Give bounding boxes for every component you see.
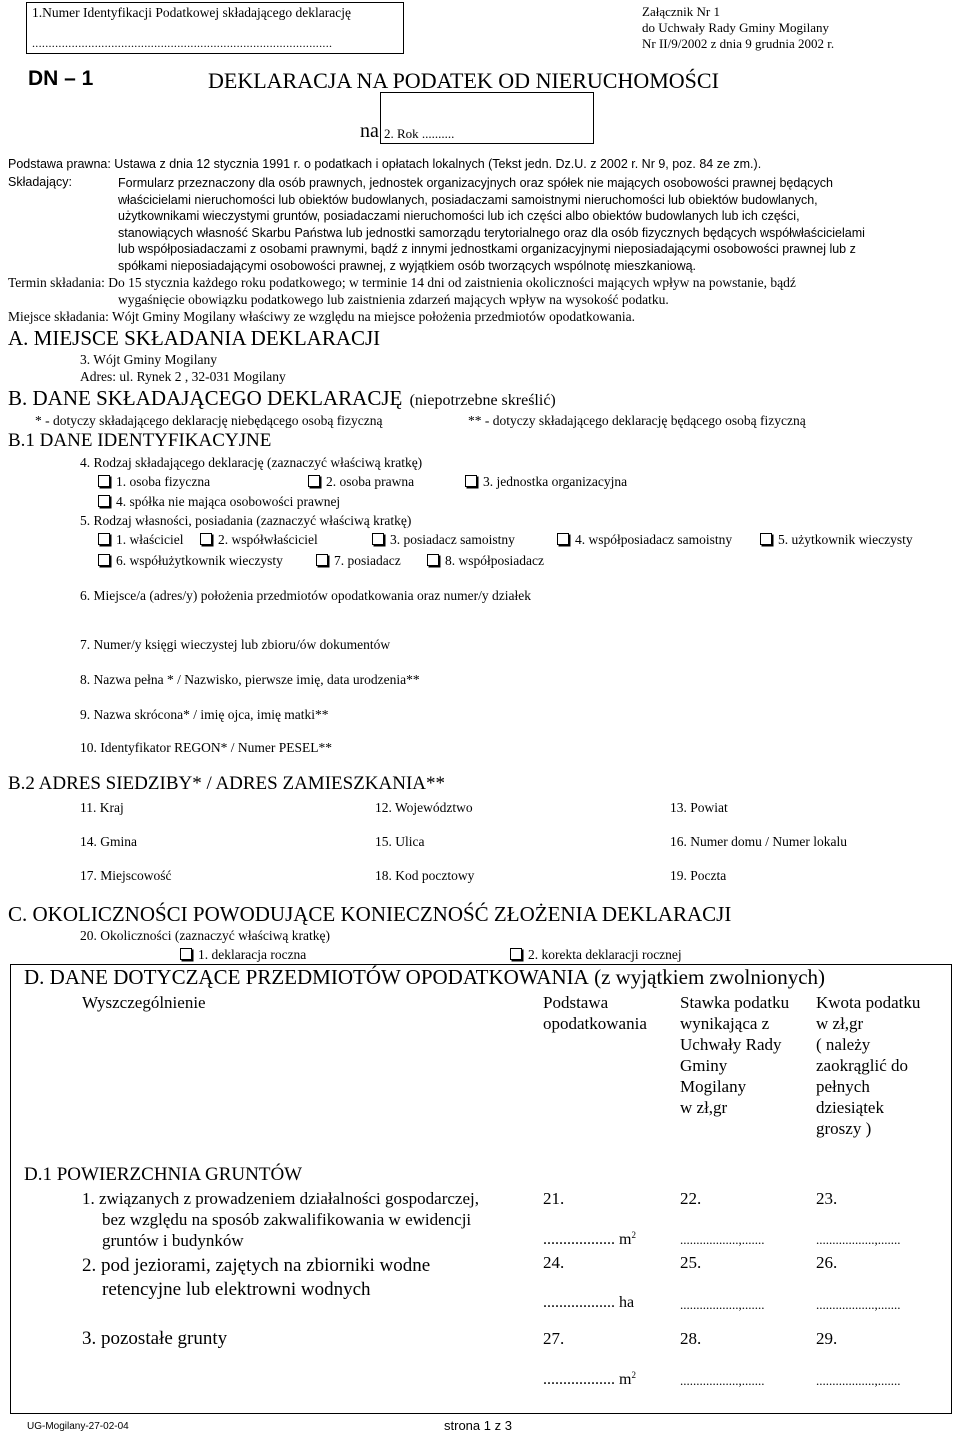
field-9-label[interactable]: 9. Nazwa skrócona* / imię ojca, imię matki** <box>80 707 329 722</box>
checkbox[interactable] <box>557 533 569 545</box>
option-label: 4. współposiadacz samoistny <box>575 532 733 547</box>
section-d-heading: D. DANE DOTYCZĄCE PRZEDMIOTÓW OPODATKOWANIA <box>24 965 589 989</box>
d1-title: D.1 POWIERZCHNIA GRUNTÓW <box>24 1164 303 1185</box>
composer-line: stanowiących własność Skarbu Państwa lub jednostki samorządu terytorialnego oraz dla osób fizycznych będących współwłaścicielami <box>118 225 865 240</box>
option-label: 5. użytkownik wieczysty <box>778 532 913 547</box>
section-b-note: (niepotrzebne skreślić) <box>409 392 556 409</box>
field-29-number: 29. <box>816 1329 838 1348</box>
field-5-option-3[interactable] <box>372 532 515 548</box>
desc-line: 3. pozostałe grunty <box>82 1328 228 1349</box>
b2-field-19[interactable]: 19. Poczta <box>670 868 727 883</box>
section-b-title <box>8 386 556 411</box>
option-label: 2. korekta deklaracji rocznej <box>528 947 682 962</box>
annex-note <box>642 4 834 52</box>
col-header-amount-line: ( należy <box>816 1035 871 1054</box>
field-20-option-1[interactable] <box>180 947 306 963</box>
option-label: 4. spółka nie mająca osobowości prawnej <box>116 494 341 509</box>
nip-label: 1.Numer Identyfikacji Podatkowej składającego deklarację <box>32 5 351 20</box>
field-23-value[interactable]: ..................,....... <box>816 1232 901 1247</box>
place-line: Miejsce składania: Wójt Gminy Mogilany właściwy ze względu na miejsce położenia przedmiotów opodatkowania. <box>8 309 635 324</box>
b2-field-12[interactable]: 12. Województwo <box>375 800 473 815</box>
b2-field-14[interactable]: 14. Gmina <box>80 834 137 849</box>
field-24-value[interactable] <box>543 1294 634 1312</box>
field-25-value[interactable]: ..................,....... <box>680 1297 765 1312</box>
composer-label: Składający: <box>8 175 72 189</box>
field-24-number: 24. <box>543 1253 565 1272</box>
checkbox[interactable] <box>98 533 110 545</box>
field-23-number: 23. <box>816 1189 838 1208</box>
desc-line: retencyjne lub elektrowni wodnych <box>102 1279 371 1300</box>
field-20-label: 20. Okoliczności (zaznaczyć właściwą kratkę) <box>80 928 331 943</box>
desc-line: bez względu na sposób zakwalifikowania w ewidencji <box>102 1210 472 1229</box>
field-5-option-5[interactable] <box>760 532 913 548</box>
d-row-3-desc <box>82 1328 227 1350</box>
desc-line: gruntów i budynków <box>102 1231 244 1250</box>
option-label: 1. deklaracja roczna <box>198 947 307 962</box>
footer-page-number: strona 1 z 3 <box>444 1418 512 1433</box>
checkbox[interactable] <box>308 475 320 487</box>
deadline-line-1: Termin składania: Do 15 stycznia każdego roku podatkowego; w terminie 14 dni od zaistnienia okoliczności mających wpływ na powstanie, bądź <box>8 275 796 290</box>
checkbox[interactable] <box>200 533 212 545</box>
form-title: DEKLARACJA NA PODATEK OD NIERUCHOMOŚCI <box>208 68 719 93</box>
composer-line: lub współposiadaczami z osobami prawnymi, bądź z innymi jednostkami organizacyjnymi nieposiadającymi osobowości prawnej lub z <box>118 242 856 256</box>
checkbox[interactable] <box>98 495 110 507</box>
composer-line: spółkami nieposiadającymi osobowości prawnej, z wyjątkiem osób tworzących wspólnotę mieszkaniową. <box>118 258 697 273</box>
col-header-amount-line: pełnych <box>816 1077 870 1096</box>
checkbox[interactable] <box>510 948 522 960</box>
col-header-rate-line: wynikająca z <box>680 1014 770 1033</box>
b2-field-13[interactable]: 13. Powiat <box>670 800 728 815</box>
field-28-value[interactable]: ..................,....... <box>680 1373 765 1388</box>
col-header-amount-line: Kwota podatku <box>816 993 921 1012</box>
field-5-option-7[interactable] <box>316 553 401 569</box>
base-value: .................. m <box>543 1231 632 1248</box>
field-26-value[interactable]: ..................,....... <box>816 1297 901 1312</box>
option-label: 3. jednostka organizacyjna <box>483 474 628 489</box>
year-field[interactable]: 2. Rok .......... <box>384 126 455 141</box>
field-10-label[interactable]: 10. Identyfikator REGON* / Numer PESEL** <box>80 740 332 755</box>
field-4-option-1[interactable] <box>98 474 210 490</box>
col-header-base-line: opodatkowania <box>543 1014 647 1033</box>
annex-line-1: Załącznik Nr 1 <box>642 4 720 19</box>
option-label: 6. współużytkownik wieczysty <box>116 553 283 568</box>
note-legal-person: * - dotyczy składającego deklarację niebędącego osobą fizyczną <box>35 413 383 428</box>
field-5-option-4[interactable] <box>557 532 732 548</box>
deadline-line-2: wygaśnięcie obowiązku podatkowego lub zaistnienia zdarzeń mających wpływ na wysokość podatku. <box>118 292 669 307</box>
option-label: 2. osoba prawna <box>326 474 415 489</box>
note-natural-person: ** - dotyczy składającego deklarację będącego osobą fizyczną <box>468 413 806 428</box>
na-label: na <box>360 120 379 142</box>
base-value: .................. m <box>543 1371 632 1388</box>
field-5-label: 5. Rodzaj własności, posiadania (zaznaczyć właściwą kratkę) <box>80 513 412 528</box>
col-header-amount <box>816 992 920 1139</box>
field-21-number: 21. <box>543 1189 565 1208</box>
field-27-number: 27. <box>543 1329 565 1348</box>
col-header-amount-line: groszy ) <box>816 1119 872 1138</box>
checkbox[interactable] <box>760 533 772 545</box>
option-label: 2. współwłaściciel <box>218 532 318 547</box>
unit-exponent: 2 <box>631 1370 636 1380</box>
section-d-title <box>24 965 825 990</box>
annex-line-2: do Uchwały Rady Gminy Mogilany <box>642 20 830 35</box>
checkbox[interactable] <box>372 533 384 545</box>
col-header-amount-line: dziesiątek <box>816 1098 884 1117</box>
checkbox[interactable] <box>465 475 477 487</box>
field-8-label[interactable]: 8. Nazwa pełna * / Nazwisko, pierwsze imię, data urodzenia** <box>80 672 420 687</box>
b2-field-17[interactable]: 17. Miejscowość <box>80 868 172 883</box>
base-value: .................. ha <box>543 1294 635 1311</box>
section-d-note: (z wyjątkiem zwolnionych) <box>594 965 826 989</box>
b2-field-15[interactable]: 15. Ulica <box>375 834 425 849</box>
field-4-option-2[interactable] <box>308 474 414 490</box>
section-b-heading: B. DANE SKŁADAJĄCEGO DEKLARACJĘ <box>8 386 403 410</box>
field-21-value[interactable] <box>543 1230 636 1249</box>
b2-field-18[interactable]: 18. Kod pocztowy <box>375 868 475 883</box>
desc-line: 2. pod jeziorami, zajętych na zbiorniki wodne <box>82 1255 431 1276</box>
b2-field-11[interactable]: 11. Kraj <box>80 800 124 815</box>
checkbox[interactable] <box>180 948 192 960</box>
checkbox[interactable] <box>98 475 110 487</box>
col-header-base <box>543 992 647 1034</box>
field-4-option-3[interactable] <box>465 474 627 490</box>
col-header-rate-line: w zł,gr <box>680 1098 728 1117</box>
col-header-rate-line: Mogilany <box>680 1077 747 1096</box>
checkbox[interactable] <box>427 554 439 566</box>
section-a-title: A. MIEJSCE SKŁADANIA DEKLARACJI <box>8 326 381 350</box>
checkbox[interactable] <box>98 554 110 566</box>
option-label: 7. posiadacz <box>334 553 401 568</box>
option-label: 1. osoba fizyczna <box>116 474 211 489</box>
option-label: 8. współposiadacz <box>445 553 544 568</box>
annex-line-3: Nr II/9/2002 z dnia 9 grudnia 2002 r. <box>642 36 835 51</box>
field-3: 3. Wójt Gminy Mogilany <box>80 352 217 367</box>
col-header-rate <box>680 992 789 1118</box>
composer-line: Formularz przeznaczony dla osób prawnych, jednostek organizacyjnych oraz spółek nie mających osobowości prawnej będących <box>118 176 833 190</box>
composer-text <box>118 175 958 274</box>
field-5-option-6[interactable] <box>98 553 283 569</box>
col-header-rate-line: Uchwały Rady <box>680 1035 782 1054</box>
col-header-rate-line: Gminy <box>680 1056 728 1075</box>
checkbox[interactable] <box>316 554 328 566</box>
legal-basis: Podstawa prawna: Ustawa z dnia 12 stycznia 1991 r. o podatkach i opłatach lokalnych (Tekst jedn. Dz.U. z 2002 r. Nr 9, poz. 84 ze zm.). <box>8 157 762 171</box>
b2-field-16[interactable]: 16. Numer domu / Numer lokalu <box>670 834 847 849</box>
col-header-amount-line: zaokrąglić do <box>816 1056 909 1075</box>
b2-title: B.2 ADRES SIEDZIBY* / ADRES ZAMIESZKANIA** <box>8 773 446 794</box>
section-c-title: C. OKOLICZNOŚCI POWODUJĄCE KONIECZNOŚĆ ZŁOŻENIA DEKLARACJI <box>8 902 732 926</box>
field-4-option-4[interactable] <box>98 494 340 510</box>
field-7-label[interactable]: 7. Numer/y księgi wieczystej lub zbioru/ów dokumentów <box>80 637 391 652</box>
field-5-option-8[interactable] <box>427 553 544 569</box>
field-6-label[interactable]: 6. Miejsce/a (adres/y) położenia przedmiotów opodatkowania oraz numer/y działek <box>80 588 531 603</box>
field-29-value[interactable]: ..................,....... <box>816 1373 901 1388</box>
office-address: Adres: ul. Rynek 2 , 32-031 Mogilany <box>80 369 286 384</box>
col-header-amount-line: w zł,gr <box>816 1014 864 1033</box>
field-22-number: 22. <box>680 1189 702 1208</box>
desc-line: 1. związanych z prowadzeniem działalności gospodarczej, <box>82 1189 479 1208</box>
field-26-number: 26. <box>816 1253 838 1272</box>
d-row-1-desc <box>82 1188 479 1251</box>
b1-title: B.1 DANE IDENTYFIKACYJNE <box>8 430 272 451</box>
col-header-rate-line: Stawka podatku <box>680 993 790 1012</box>
nip-field[interactable]: ........................................................................................... <box>32 36 333 50</box>
d-row-2-desc <box>82 1254 430 1302</box>
form-code: DN – 1 <box>28 67 94 90</box>
field-25-number: 25. <box>680 1253 702 1272</box>
composer-line: właścicielami nieruchomości lub obiektów budowlanych, posiadaczami samoistnymi nieruchomości lub obiektów budowlanych, <box>118 192 818 207</box>
col-header-spec: Wyszczególnienie <box>82 993 206 1012</box>
col-header-base-line: Podstawa <box>543 993 609 1012</box>
option-label: 1. właściciel <box>116 532 184 547</box>
field-22-value[interactable]: ..................,....... <box>680 1232 765 1247</box>
field-4-label: 4. Rodzaj składającego deklarację (zaznaczyć właściwą kratkę) <box>80 455 423 470</box>
composer-line: użytkownikami wieczystymi gruntów, posiadaczami nieruchomości lub ich części albo obiektów budowlanych lub ich części, <box>118 209 800 223</box>
field-20-option-2[interactable] <box>510 947 682 963</box>
field-5-option-2[interactable] <box>200 532 318 548</box>
option-label: 3. posiadacz samoistny <box>390 532 515 547</box>
field-28-number: 28. <box>680 1329 702 1348</box>
unit-exponent: 2 <box>631 1230 636 1240</box>
footer-doc-id: UG-Mogilany-27-02-04 <box>27 1421 129 1432</box>
field-5-option-1[interactable] <box>98 532 183 548</box>
field-27-value[interactable] <box>543 1370 636 1389</box>
